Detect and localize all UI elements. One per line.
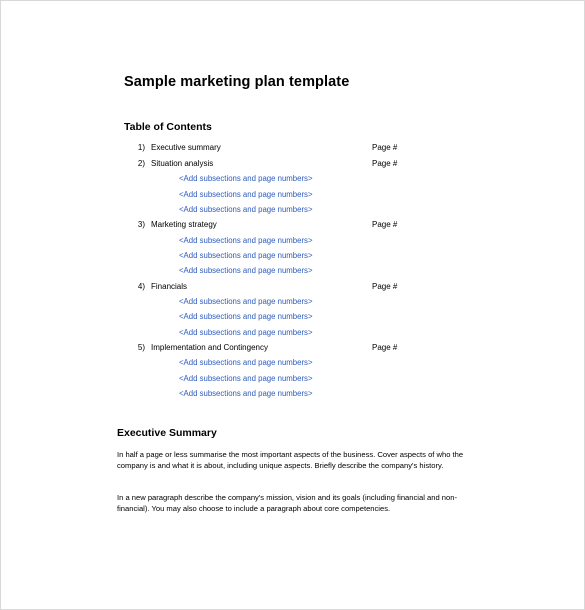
- toc-entry-page: Page #: [372, 343, 398, 352]
- toc-heading: Table of Contents: [124, 121, 212, 133]
- toc-entry-label: Executive summary: [151, 143, 221, 152]
- toc-subsection-placeholder: <Add subsections and page numbers>: [179, 297, 313, 306]
- toc-entry-number: 2): [137, 159, 145, 168]
- toc-entry-page: Page #: [372, 159, 398, 168]
- executive-summary-paragraph: In half a page or less summarise the most important aspects of the business. Cover aspects of who the company is and what it is about, including unique aspects. Briefly describe the company's history.: [117, 450, 464, 470]
- executive-summary-paragraph: In a new paragraph describe the company's mission, vision and its goals (including financial and non-financial). You may also choose to include a paragraph about core competencies.: [117, 493, 457, 513]
- toc-subsection-placeholder: <Add subsections and page numbers>: [179, 174, 313, 183]
- toc-entry-page: Page #: [372, 282, 398, 291]
- toc-subsection-placeholder: <Add subsections and page numbers>: [179, 266, 313, 275]
- toc-entry-label: Financials: [151, 282, 188, 291]
- executive-summary-heading: Executive Summary: [117, 427, 217, 439]
- toc-subsection-placeholder: <Add subsections and page numbers>: [179, 251, 313, 260]
- toc-entry-page: Page #: [372, 220, 398, 229]
- toc-entry-number: 4): [137, 282, 145, 291]
- toc-entry-label: Implementation and Contingency: [151, 343, 268, 352]
- toc-entry-label: Marketing strategy: [151, 220, 217, 229]
- toc-subsection-placeholder: <Add subsections and page numbers>: [179, 190, 313, 199]
- toc-subsection-placeholder: <Add subsections and page numbers>: [179, 374, 313, 383]
- toc-subsection-placeholder: <Add subsections and page numbers>: [179, 236, 313, 245]
- document-title: Sample marketing plan template: [124, 74, 350, 90]
- toc-subsection-placeholder: <Add subsections and page numbers>: [179, 312, 313, 321]
- toc-entry-page: Page #: [372, 143, 398, 152]
- toc-subsection-placeholder: <Add subsections and page numbers>: [179, 328, 313, 337]
- toc-entry-label: Situation analysis: [151, 159, 214, 168]
- toc-entry-number: 3): [137, 220, 145, 229]
- toc-subsection-placeholder: <Add subsections and page numbers>: [179, 358, 313, 367]
- toc-entry-number: 1): [137, 143, 145, 152]
- toc-subsection-placeholder: <Add subsections and page numbers>: [179, 389, 313, 398]
- toc-entry-number: 5): [137, 343, 145, 352]
- toc-subsection-placeholder: <Add subsections and page numbers>: [179, 205, 313, 214]
